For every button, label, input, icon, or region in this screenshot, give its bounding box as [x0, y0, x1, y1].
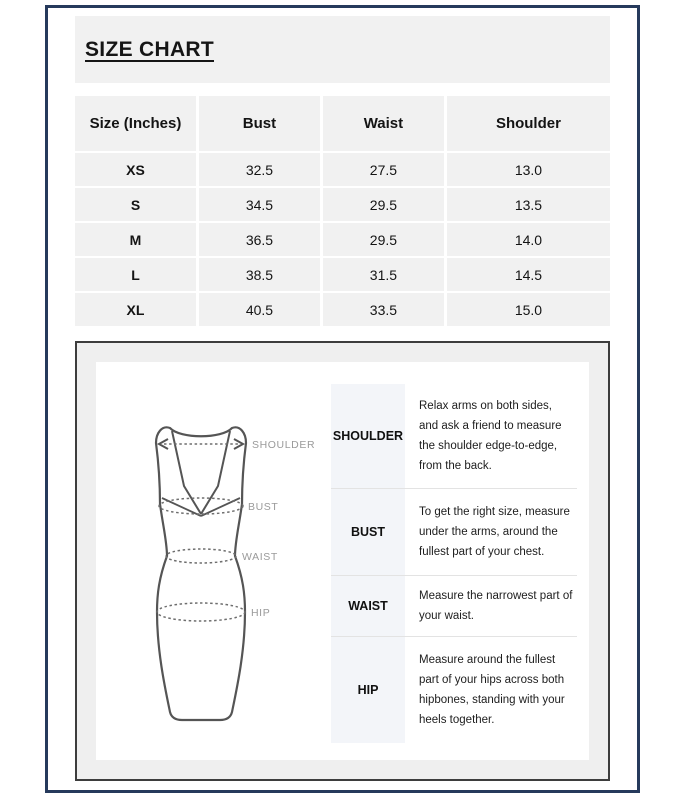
instruction-row — [331, 636, 577, 743]
size-chart-table — [72, 94, 613, 328]
sketch-label-waist: WAIST — [242, 551, 278, 563]
instruction-row — [331, 575, 577, 636]
shoulder-cell: 13.5 — [447, 188, 610, 221]
bust-cell: 40.5 — [199, 293, 320, 326]
instruction-label: BUST — [331, 489, 405, 575]
measurement-guide-inner — [96, 362, 589, 760]
instruction-label: HIP — [331, 637, 405, 743]
instruction-text: Measure around the fullest part of your hips across both hipbones, standing with your heels together. — [419, 654, 565, 727]
column-header-bust: Bust — [199, 96, 320, 151]
instruction-label: SHOULDER — [331, 384, 405, 488]
column-header-size: Size (Inches) — [75, 96, 196, 151]
waist-cell: 33.5 — [323, 293, 444, 326]
size-cell: L — [75, 258, 196, 291]
sketch-label-shoulder: SHOULDER — [252, 439, 316, 451]
page-title: SIZE CHART — [85, 37, 214, 61]
table-row — [75, 223, 610, 256]
size-cell: S — [75, 188, 196, 221]
bust-cell: 36.5 — [199, 223, 320, 256]
dress-diagram — [96, 362, 331, 760]
bust-cell: 32.5 — [199, 153, 320, 186]
shoulder-cell: 14.0 — [447, 223, 610, 256]
table-row — [75, 153, 610, 186]
dress-sketch-svg — [126, 416, 331, 746]
table-row — [75, 258, 610, 291]
waist-cell: 29.5 — [323, 188, 444, 221]
table-row — [75, 188, 610, 221]
instruction-row — [331, 488, 577, 575]
table-header-row — [75, 96, 610, 151]
waist-cell: 31.5 — [323, 258, 444, 291]
page-content — [48, 8, 637, 781]
size-table-body — [75, 153, 610, 326]
waist-cell: 29.5 — [323, 223, 444, 256]
sketch-label-bust: BUST — [248, 501, 279, 513]
shoulder-cell: 14.5 — [447, 258, 610, 291]
bust-cell: 34.5 — [199, 188, 320, 221]
sketch-label-hip: HIP — [251, 607, 271, 619]
dress-outline — [156, 427, 246, 720]
size-chart-page — [45, 5, 640, 793]
size-cell: XL — [75, 293, 196, 326]
size-cell: XS — [75, 153, 196, 186]
shoulder-cell: 13.0 — [447, 153, 610, 186]
instruction-text: Relax arms on both sides, and ask a friend to measure the shoulder edge-to-edge, from the back. — [419, 399, 562, 473]
instruction-row — [331, 384, 577, 488]
measurement-guide-panel — [75, 341, 610, 781]
column-header-waist: Waist — [323, 96, 444, 151]
bust-cell: 38.5 — [199, 258, 320, 291]
instruction-text: To get the right size, measure under the arms, around the fullest part of your chest. — [419, 505, 570, 559]
column-header-shoulder: Shoulder — [447, 96, 610, 151]
instructions-table — [331, 362, 589, 760]
instruction-label: WAIST — [331, 576, 405, 636]
title-banner — [75, 16, 610, 83]
shoulder-cell: 15.0 — [447, 293, 610, 326]
table-row — [75, 293, 610, 326]
size-cell: M — [75, 223, 196, 256]
instruction-text: Measure the narrowest part of your waist. — [419, 590, 573, 623]
waist-cell: 27.5 — [323, 153, 444, 186]
